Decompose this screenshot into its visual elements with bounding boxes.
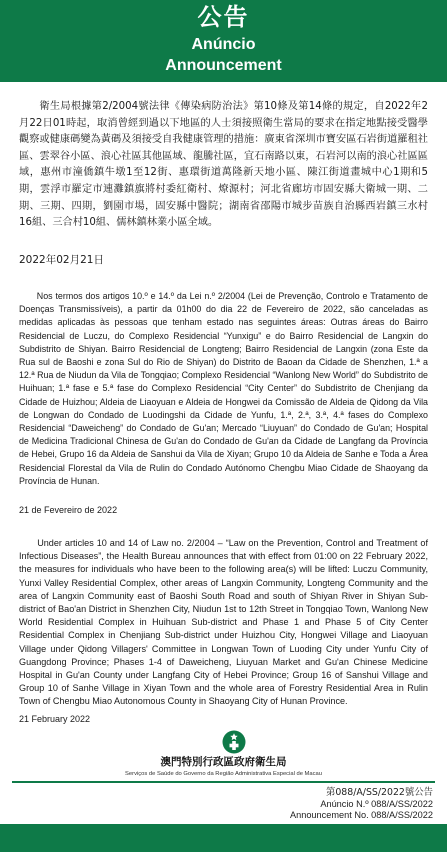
- announcement-body-portuguese: Nos termos dos artigos 10.º e 14.º da Lei n.º 2/2004 (Lei de Prevenção, Controlo e Tratamento de Doenças Transmissíveis), a partir da 01h00 do dia 22 de Fevereiro de 2022, são canceladas as medidas aplicadas às pessoas que tenham estado nas seguintes áreas: Outras áreas do Bairro Residencial de Luczu, do Complexo Residencial “Yunxigu” e do Bairro Residencial de Langxin do Subdistrito de Shiyan. Bairro Residencial de Longteng; Bairro Residencial de Langxin (zona Este da Rua sul de Baoshi e zona Sul do Rio de Shiyan) do Distrito de Baoan da Cidade de Shenzhen, 1.ª a 12.ª Rua de Niudun da Vila de Tongqiao; Complexo Residencial “Wanlong New World” do Subdistrito de Huihuan; 1.ª fase e 5.ª fase do Complexo Residencial “City Center” do Subdistrito de Chenjiang da Cidade de Huizhou; Aldeia de Liaoyuan e Aldeia de Hongwei da Comissão de Aldeia de Qidong da Vila de Longwan do Condado de Luodingshi da Cidade de Yunfu, 1.ª, 2.ª, 3.ª, 4.ª fases do Complexo Residencial “Daweicheng” do Condado de Gu'an; Mercado “Liuyuan” do Condado de Gu'an; Hospital de Medicina Tradicional Chinesa de Gu'an do Condado de Gu'an da Cidade de Langfang da Província de Hebei, Grupo 16 da Aldeia de Sanshui da Vila de Xiyan; Grupo 10 da Aldeia de Sanhe e Toda a Área Residencial Florestal da Vila de Rulin do Condado Autónomo Chengbu Miao Cidade de Shaoyang da Província de Hunan.: [19, 291, 428, 486]
- health-bureau-logo-icon: [222, 730, 246, 754]
- date-chinese: 2022年02月21日: [19, 254, 104, 266]
- date-english: 21 February 2022: [19, 714, 91, 724]
- organization-name-portuguese: Serviços de Saúde do Governo da Região Administrativa Especial de Macau: [125, 771, 322, 777]
- footer-band: [0, 824, 447, 852]
- announcement-body-english: Under articles 10 and 14 of Law no. 2/2004 – “Law on the Prevention, Control and Treatment of Infectious Diseases”, the Health Bureau announces that with effect from 01:00 on 22 February 2022, the measures for individuals who have been to the following area(s) will be lifted: Luczu Community, Yunxi Valley Residential Complex, other areas of Langxin Community, Longteng Community and the area of Langxin Community east of Baoshi South Road and south of Shiyan River in Shiyan Sub-district of Bao'an District in Shenzhen City, Niudun 1st to 12th Street in Tongqiao Town, Wanlong New World Residential Complex in Huihuan Sub-district and Phase 1 and Phase 5 of City Center Residential Complex in Chenjiang Sub-district under Huizhou City, Hongwei Village and Liaoyuan Village under Qidong Villagers' Committee in Longwan Town of Luoding City under Yunfu City of Guangdong Province; Phases 1-4 of Daweicheng, Liuyuan Market and Gu'an Chinese Medicine Hospital in Gu'an County under Langfang City of Hebei Province; Group 16 of Sanshui Village and Group 10 of Sanhe Village in Xiyan Town and the whole area of Forestry Residential Area in Rulin Town of Chengbu Miao Autonomous County in Shaoyang City of Hunan Province.: [19, 538, 428, 707]
- date-portuguese: 21 de Fevereiro de 2022: [19, 505, 118, 515]
- title-english: Announcement: [165, 57, 282, 74]
- title-portuguese: Anúncio: [191, 36, 256, 53]
- reference-number-chinese: 第088/A/SS/2022號公告: [325, 787, 433, 798]
- footer-divider: [12, 781, 435, 783]
- reference-number-portuguese: Anúncio N.º 088/A/SS/2022: [320, 799, 433, 809]
- organization-name-chinese: 澳門特別行政區政府衛生局: [160, 756, 287, 768]
- title-chinese: 公告: [197, 3, 250, 31]
- reference-number-english: Announcement No. 088/A/SS/2022: [289, 810, 433, 820]
- announcement-body-chinese: 衛生局根據第2/2004號法律《傳染病防治法》第10條及第14條的規定，自2022年2月22日01時起，取消曾經到過以下地區的人士須接照衛生當局的要求在指定地點接受醫學觀察或健康碼變為黃碼及須接受自我健康管理的措施：廣東省深圳市寶安區石岩街道羅租社區、雲翠谷小區、浪心社區其他區域、龍騰社區，宜石南路以東，石岩河以南的浪心社區區域，惠州市潼僑鎮牛墩1至12街、惠環街道萬隆新天地小區、陳江街道畫城中心1期和5期，雲浮市羅定市連灘鎮旗將村委紅衛村、燎源村；河北省廊坊市固安縣大衛城一期、二期、三期、四期，劉園市場，固安縣中醫院；湖南省邵陽市城步苗族自治縣西岩鎮三水村16組、三合村10組、儒林鎮林業小區全域。: [19, 101, 428, 229]
- announcement-header: [0, 0, 447, 82]
